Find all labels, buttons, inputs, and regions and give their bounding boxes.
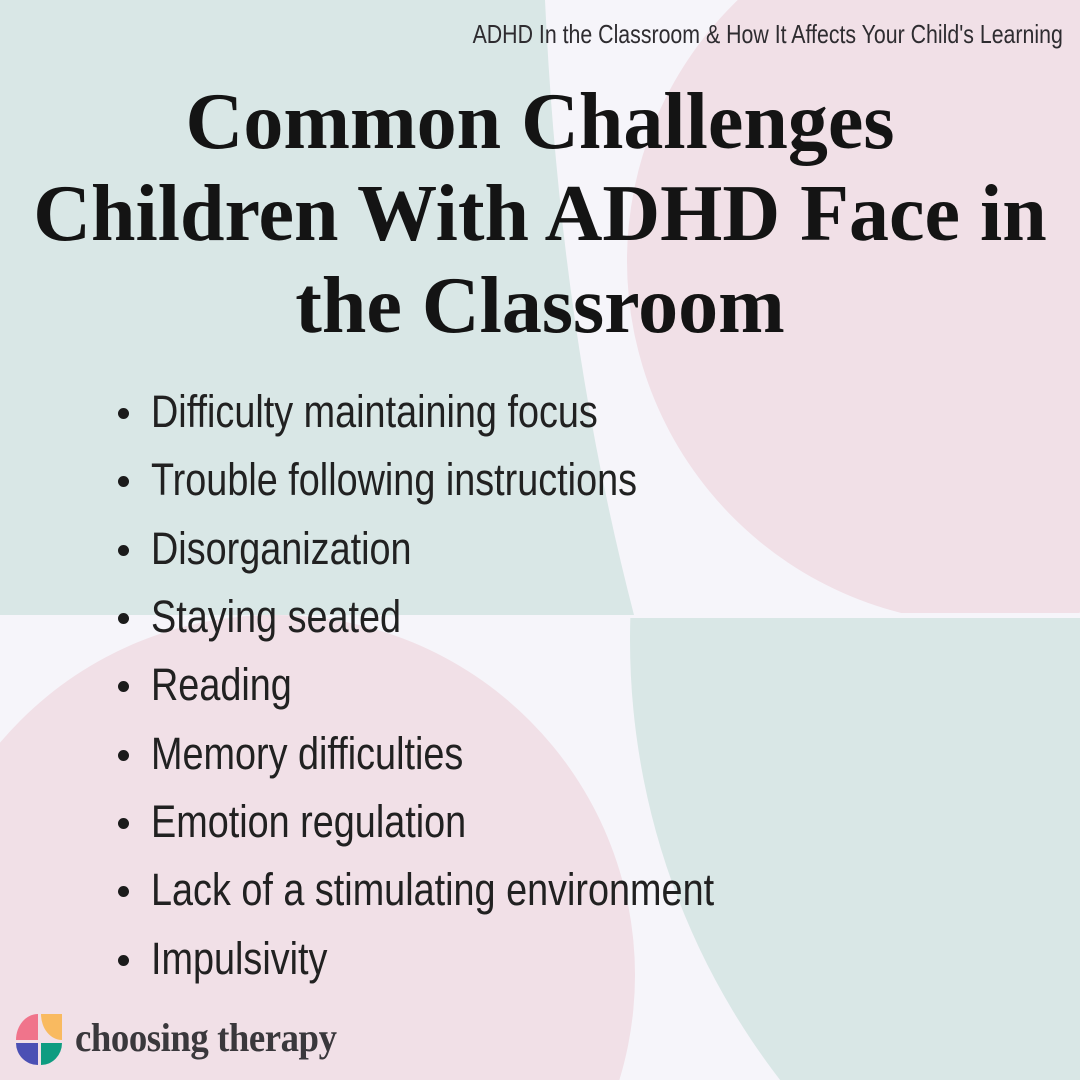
header-caption: ADHD In the Classroom & How It Affects Your Child's Learning — [472, 19, 1063, 49]
bullet-label: Emotion regulation — [151, 795, 467, 847]
infographic-title — [0, 76, 1080, 352]
bullet-label: Difficulty maintaining focus — [151, 386, 598, 438]
bullet-label: Disorganization — [151, 522, 412, 574]
list-item — [118, 788, 821, 856]
bullet-dot — [118, 681, 129, 692]
bullet-dot — [118, 613, 129, 624]
bullet-label: Lack of a stimulating environment — [151, 864, 715, 916]
list-item — [118, 651, 821, 719]
bullet-dot — [118, 408, 129, 419]
choosing-therapy-logo — [16, 1014, 359, 1065]
list-item — [118, 583, 821, 651]
bullet-dot — [118, 955, 129, 966]
list-item — [118, 378, 821, 446]
logo-petal-blue-icon — [16, 1043, 38, 1065]
bullet-dot — [118, 886, 129, 897]
bullet-label: Impulsivity — [151, 932, 328, 984]
bullet-dot — [118, 545, 129, 556]
bullet-dot — [118, 818, 129, 829]
list-item — [118, 856, 821, 924]
logo-wordmark: choosing therapy — [75, 1015, 337, 1060]
title-line-1: Common Challenges — [185, 78, 895, 166]
logo-petal-green-icon — [41, 1043, 62, 1065]
list-item — [118, 719, 821, 787]
bullet-dot — [118, 476, 129, 487]
bullet-label: Staying seated — [151, 591, 402, 643]
title-line-3: the Classroom — [295, 262, 785, 350]
bullet-label: Trouble following instructions — [151, 454, 638, 506]
bullet-label: Memory difficulties — [151, 727, 464, 779]
bullet-label: Reading — [151, 659, 292, 711]
list-item — [118, 446, 821, 514]
list-item — [118, 515, 821, 583]
challenge-list — [118, 378, 821, 993]
bullet-dot — [118, 750, 129, 761]
list-item — [118, 924, 821, 992]
logo-petal-pink-icon — [16, 1014, 38, 1040]
title-line-2: Children With ADHD Face in — [33, 170, 1047, 258]
logo-flower-icon — [16, 1014, 62, 1065]
logo-petal-orange-icon — [41, 1014, 62, 1040]
